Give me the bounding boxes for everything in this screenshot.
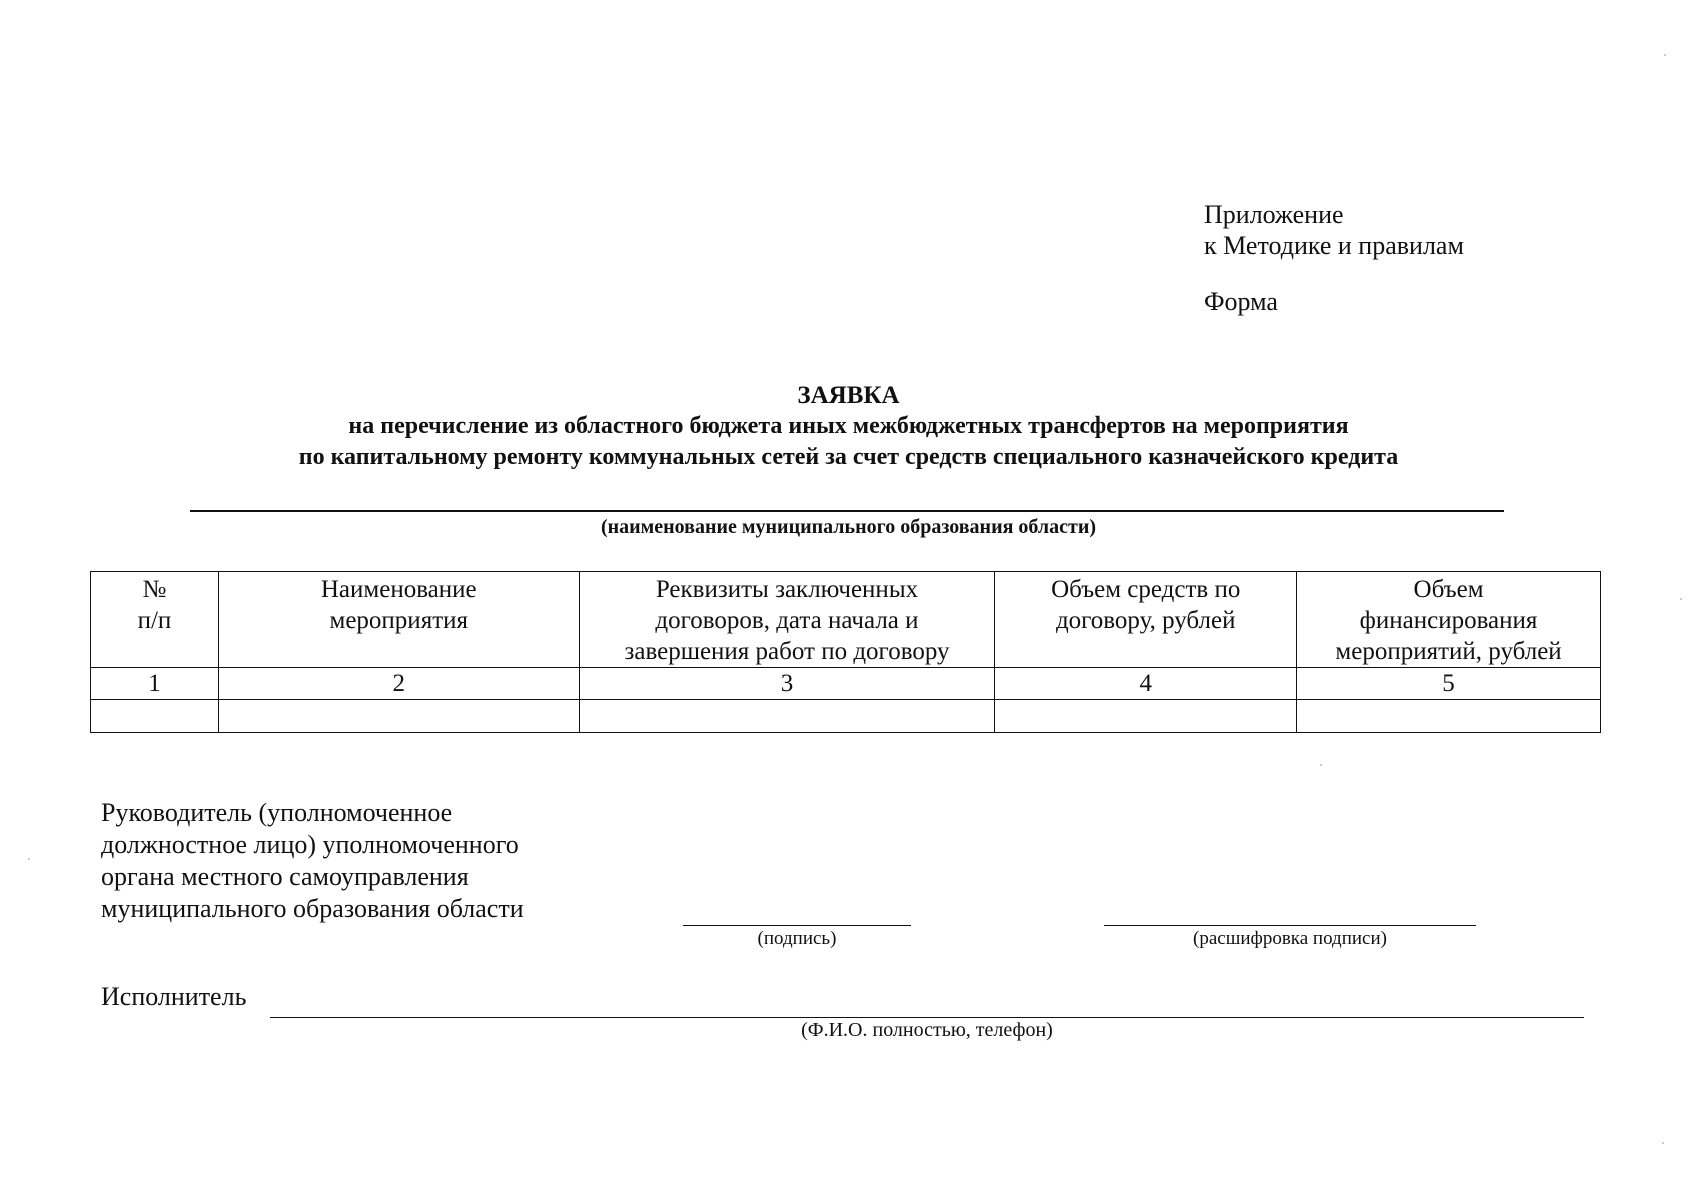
table-header-row xyxy=(91,572,1601,668)
scan-speck xyxy=(28,858,30,860)
header-text: п/п xyxy=(137,607,172,634)
title-line-2: на перечисление из областного бюджета иных межбюджетных трансфертов на мероприятия xyxy=(348,413,1349,439)
header-text: договору, рублей xyxy=(1055,607,1236,634)
scan-speck xyxy=(1680,598,1682,600)
signature-caption: (подпись) xyxy=(757,928,837,949)
table-cell[interactable] xyxy=(91,700,219,733)
header-text: мероприятий, рублей xyxy=(1335,638,1562,665)
header-cell-financing xyxy=(1297,572,1601,668)
table-cell[interactable] xyxy=(579,700,995,733)
header-text: мероприятия xyxy=(329,607,468,634)
signer-block xyxy=(101,797,524,925)
signer-line: муниципального образования области xyxy=(101,894,524,923)
header-text: Объем xyxy=(1413,576,1484,603)
scan-speck xyxy=(1320,764,1322,766)
scan-speck xyxy=(1664,54,1666,56)
signer-line: органа местного самоуправления xyxy=(101,862,469,891)
municipality-fill-line xyxy=(190,510,1504,512)
column-number: 2 xyxy=(218,668,579,700)
transfer-table xyxy=(90,571,1601,733)
signature-decode-caption: (расшифровка подписи) xyxy=(1193,928,1387,949)
document-title: ЗАЯВКА xyxy=(797,382,900,409)
header-text: финансирования xyxy=(1359,607,1538,634)
header-text: Объем средств по xyxy=(1051,576,1241,603)
title-line-3: по капитальному ремонту коммунальных сетей за счет средств специального казначейского кредита xyxy=(298,444,1399,470)
executor-caption: (Ф.И.О. полностью, телефон) xyxy=(801,1019,1053,1041)
table-row xyxy=(91,700,1601,733)
column-number: 1 xyxy=(91,668,219,700)
header-text: Реквизиты заключенных xyxy=(655,576,919,603)
header-text: № xyxy=(142,576,167,603)
header-text: договоров, дата начала и xyxy=(655,607,919,634)
scan-speck xyxy=(1662,1142,1664,1144)
form-label: Форма xyxy=(1204,287,1278,316)
executor-label: Исполнитель xyxy=(101,982,247,1011)
header-text: Наименование xyxy=(320,576,477,603)
appendix-line-2: к Методике и правилам xyxy=(1204,231,1464,260)
signature-line[interactable] xyxy=(683,925,911,926)
appendix-line-1: Приложение xyxy=(1204,200,1344,229)
table-cell[interactable] xyxy=(218,700,579,733)
signer-line: Руководитель (уполномоченное xyxy=(101,798,453,827)
column-number-row xyxy=(91,668,1601,700)
signer-line: должностное лицо) уполномоченного xyxy=(101,830,519,859)
header-cell-contract-amount xyxy=(995,572,1297,668)
column-number: 4 xyxy=(995,668,1297,700)
appendix-block xyxy=(1204,199,1464,317)
document-heading xyxy=(0,380,1697,473)
header-cell-number xyxy=(91,572,219,668)
header-cell-contracts xyxy=(579,572,995,668)
column-number: 5 xyxy=(1297,668,1601,700)
executor-fill-line[interactable] xyxy=(270,1017,1584,1018)
column-number: 3 xyxy=(579,668,995,700)
municipality-caption: (наименование муниципального образования области) xyxy=(600,516,1097,538)
signature-decode-line[interactable] xyxy=(1104,925,1476,926)
table-cell[interactable] xyxy=(1297,700,1601,733)
header-cell-name xyxy=(218,572,579,668)
table-cell[interactable] xyxy=(995,700,1297,733)
header-text: завершения работ по договору xyxy=(624,638,950,665)
